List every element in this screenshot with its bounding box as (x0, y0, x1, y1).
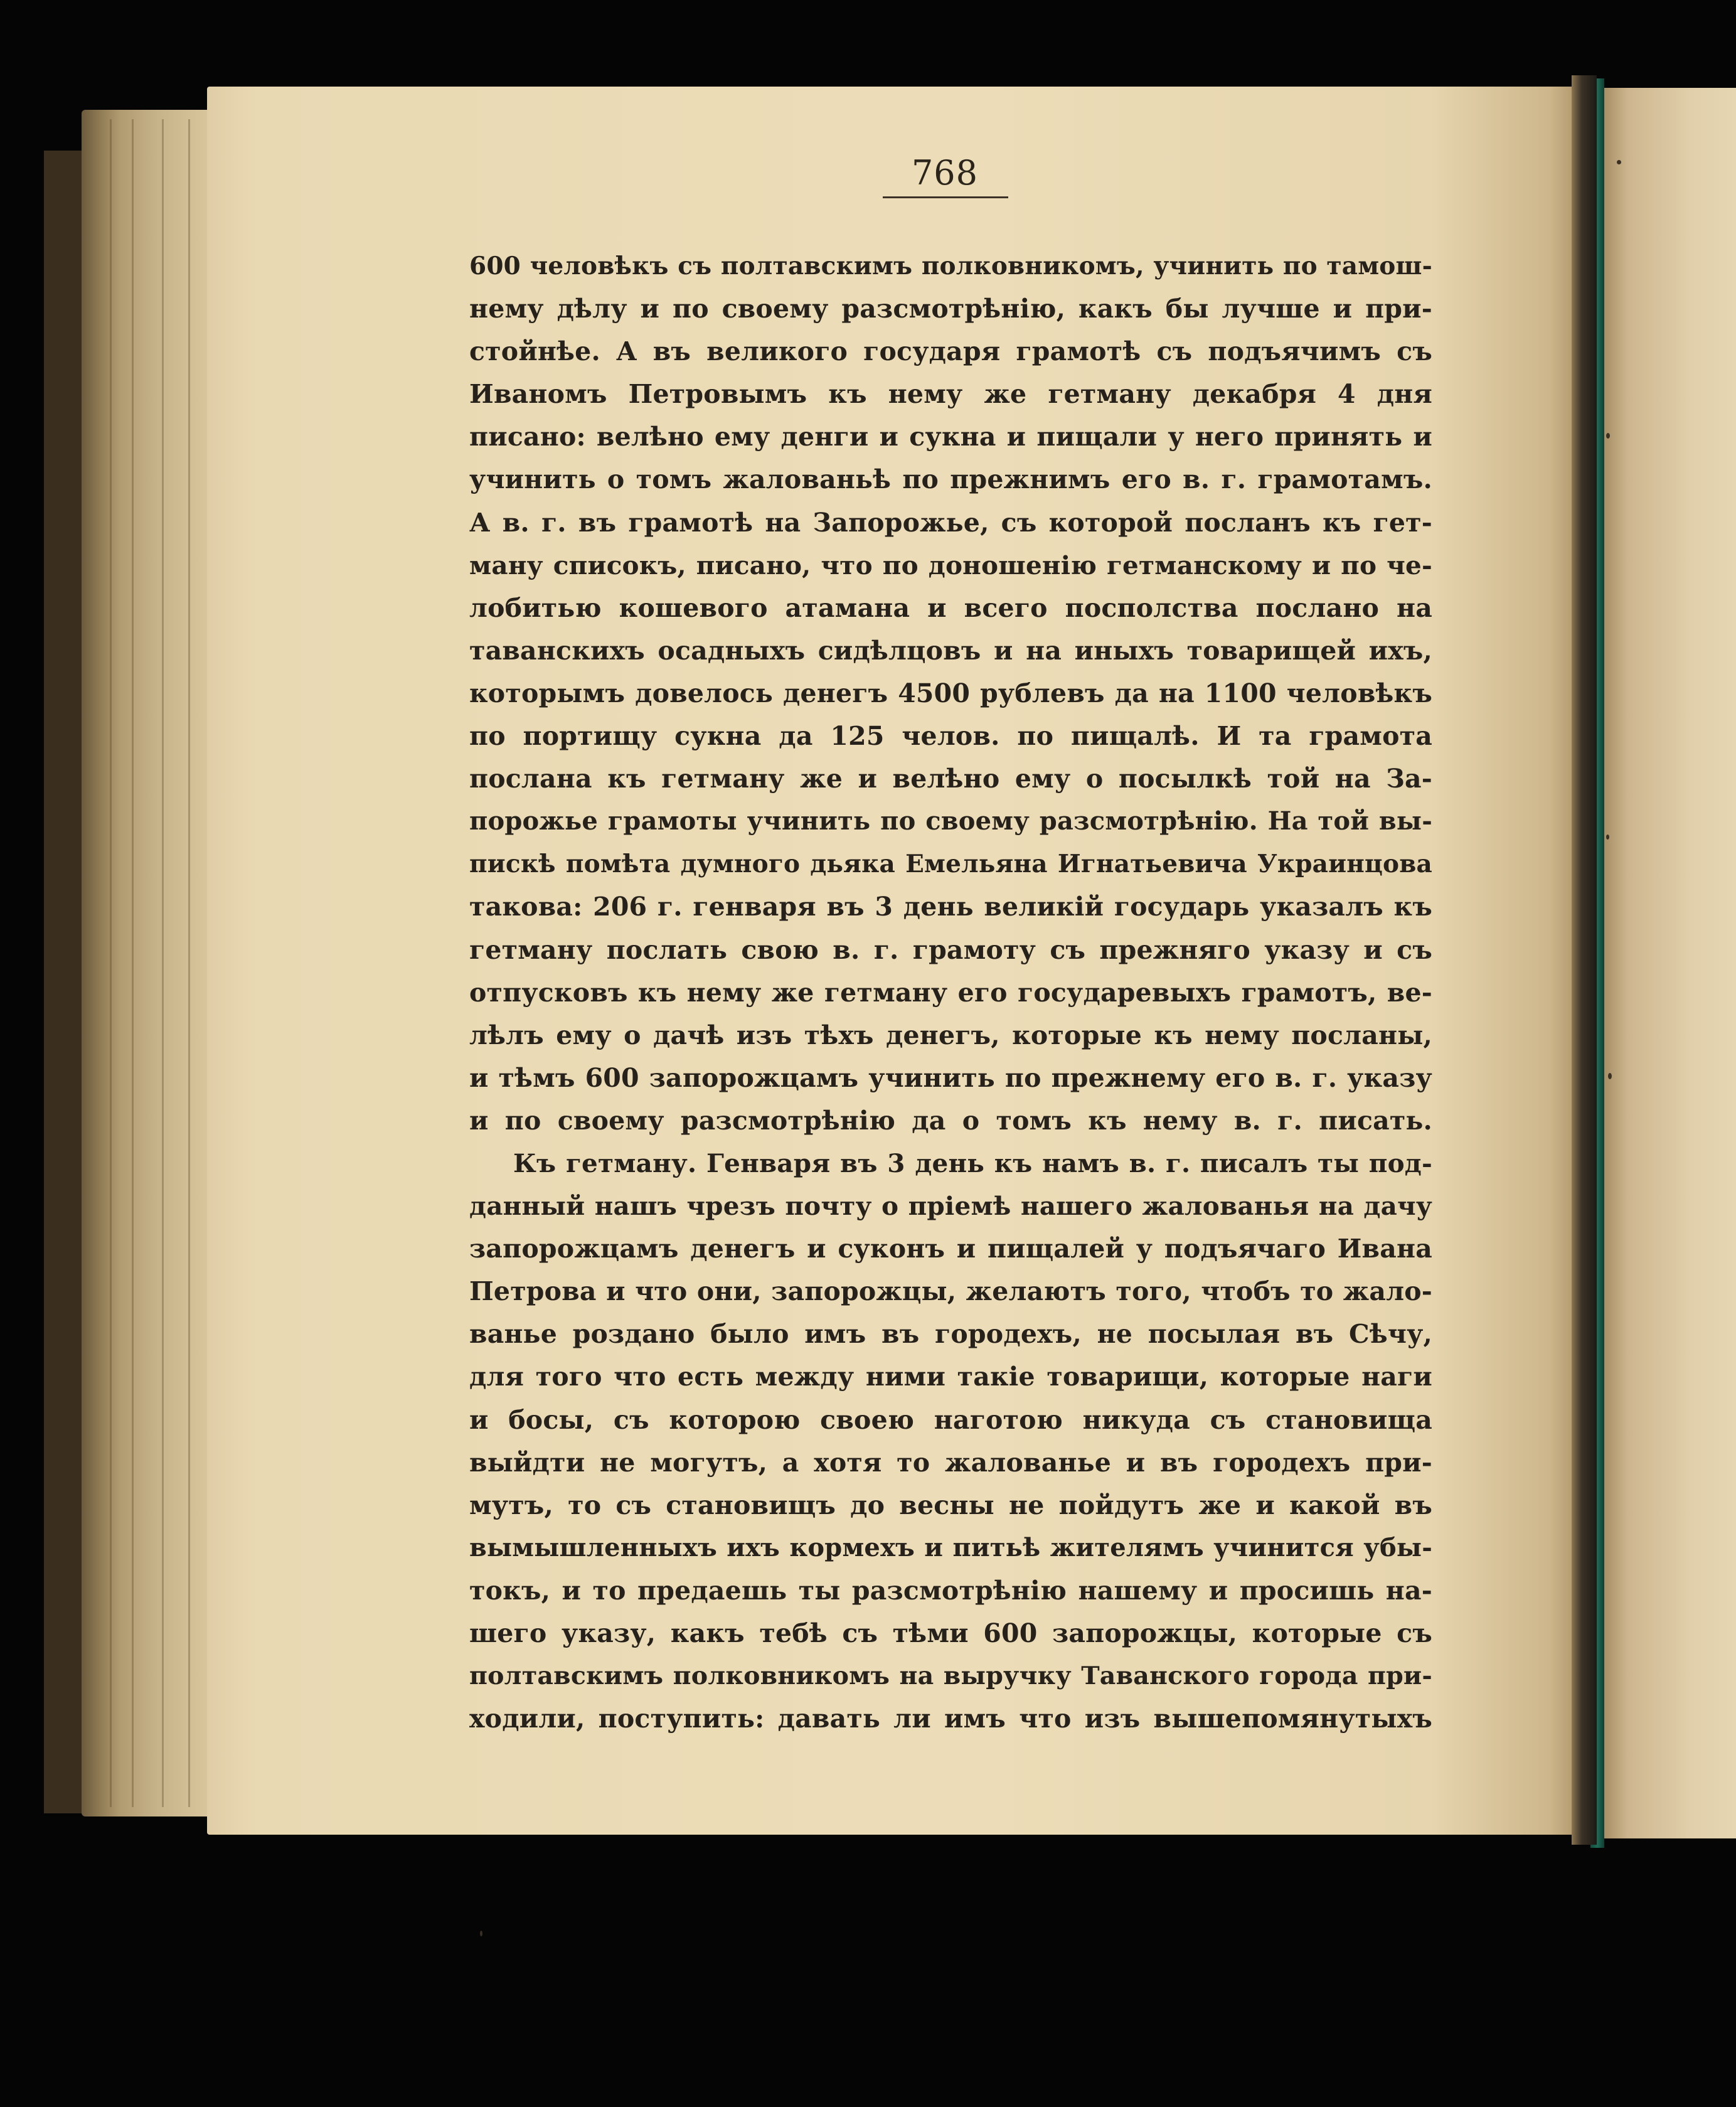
text-line: полтавскимъ полковникомъ на выручку Таванского города при- (469, 1662, 1432, 1691)
paper-speck (1617, 160, 1621, 164)
book-gutter (1572, 75, 1597, 1845)
text-line: Петрова и что они, запорожцы, желаютъ того, чтобъ то жало- (469, 1276, 1432, 1307)
text-line: послана къ гетману же и велѣно ему о посылкѣ той на За- (469, 764, 1432, 794)
text-line: такова: 206 г. генваря въ 3 день великій государь указалъ къ (469, 892, 1432, 922)
text-line: учинить о томъ жалованьѣ по прежнимъ его в. г. грамотамъ. (469, 464, 1432, 495)
paper-speck (1608, 1073, 1612, 1079)
text-line: нему дѣлу и по своему разсмотрѣнію, какъ бы лучше и при- (469, 294, 1432, 324)
page-stack-line (132, 119, 134, 1807)
text-line: 600 человѣкъ съ полтавскимъ полковникомъ, учинить по тамош- (469, 252, 1432, 280)
text-line: которымъ довелось денегъ 4500 рублевъ да на 1100 человѣкъ (469, 678, 1432, 708)
text-line: выйдти не могутъ, а хотя то жалованье и въ городехъ при- (469, 1447, 1432, 1478)
text-line: А в. г. въ грамотѣ на Запорожье, съ которой посланъ къ гет- (469, 507, 1432, 538)
text-line: и по своему разсмотрѣнію да о томъ къ нему в. г. писать. (469, 1105, 1432, 1136)
text-line: вымышленныхъ ихъ кормехъ и питьѣ жителямъ учинится убы- (469, 1532, 1432, 1562)
text-line: шего указу, какъ тебѣ съ тѣми 600 запорожцы, которые съ (469, 1618, 1432, 1648)
text-line: стойнѣе. А въ великого государя грамотѣ съ подъячимъ съ (469, 336, 1432, 367)
page-number: 768 (911, 153, 979, 193)
text-line: и босы, съ которою своею наготою никуда съ становища (469, 1404, 1432, 1435)
text-line: для того что есть между ними такіе товарищи, которые наги (469, 1362, 1432, 1392)
paper-speck (1606, 835, 1609, 840)
facing-page-edge (1603, 88, 1736, 1838)
page-stack-line (188, 119, 190, 1807)
text-line: лобитью кошевого атамана и всего посполства послано на (469, 592, 1432, 623)
text-line: отпусковъ къ нему же гетману его государевыхъ грамотъ, ве- (469, 977, 1432, 1008)
page-stack-line (162, 119, 164, 1807)
text-line: токъ, и то предаешь ты разсмотрѣнію нашему и просишь на- (469, 1575, 1432, 1606)
page-number-rule (883, 196, 1008, 198)
text-line: мутъ, то съ становищъ до весны не пойдутъ же и какой въ (469, 1490, 1432, 1520)
text-line: лѣлъ ему о дачѣ изъ тѣхъ денегъ, которые къ нему посланы, (469, 1020, 1432, 1050)
text-line: пискѣ помѣта думного дьяка Емельяна Игнатьевича Украинцова (469, 850, 1432, 879)
paper-speck (480, 1931, 482, 1936)
text-line: данный нашъ чрезъ почту о пріемѣ нашего жалованья на дачу (469, 1191, 1432, 1222)
text-line: писано: велѣно ему денги и сукна и пищали у него принять и (469, 422, 1432, 452)
text-line: ванье роздано было имъ въ городехъ, не посылая въ Сѣчу, (469, 1319, 1432, 1350)
page-stack-line (110, 119, 112, 1807)
text-line: ходили, поступить: давать ли имъ что изъ вышепомянутыхъ (469, 1704, 1432, 1734)
text-line: ману списокъ, писано, что по доношенію гетманскому и по че- (469, 550, 1432, 580)
text-line: гетману послать свою в. г. грамоту съ прежняго указу и съ (469, 934, 1432, 965)
text-line: по портищу сукна да 125 челов. по пищалѣ. И та грамота (469, 721, 1432, 752)
paper-speck (1606, 433, 1610, 439)
text-line: Къ гетману. Генваря въ 3 день къ намъ в. г. писалъ ты под- (513, 1148, 1432, 1178)
text-line: Иваномъ Петровымъ къ нему же гетману декабря 4 дня (469, 379, 1432, 410)
text-line: запорожцамъ денегъ и суконъ и пищалей у подъячаго Ивана (469, 1234, 1432, 1264)
text-line: таванскихъ осадныхъ сидѣлцовъ и на иныхъ товарищей ихъ, (469, 635, 1432, 666)
page-text (469, 245, 1432, 1740)
text-line: порожье грамоты учинить по своему разсмотрѣнію. На той вы- (469, 806, 1432, 836)
text-line: и тѣмъ 600 запорожцамъ учинить по прежнему его в. г. указу (469, 1062, 1432, 1093)
